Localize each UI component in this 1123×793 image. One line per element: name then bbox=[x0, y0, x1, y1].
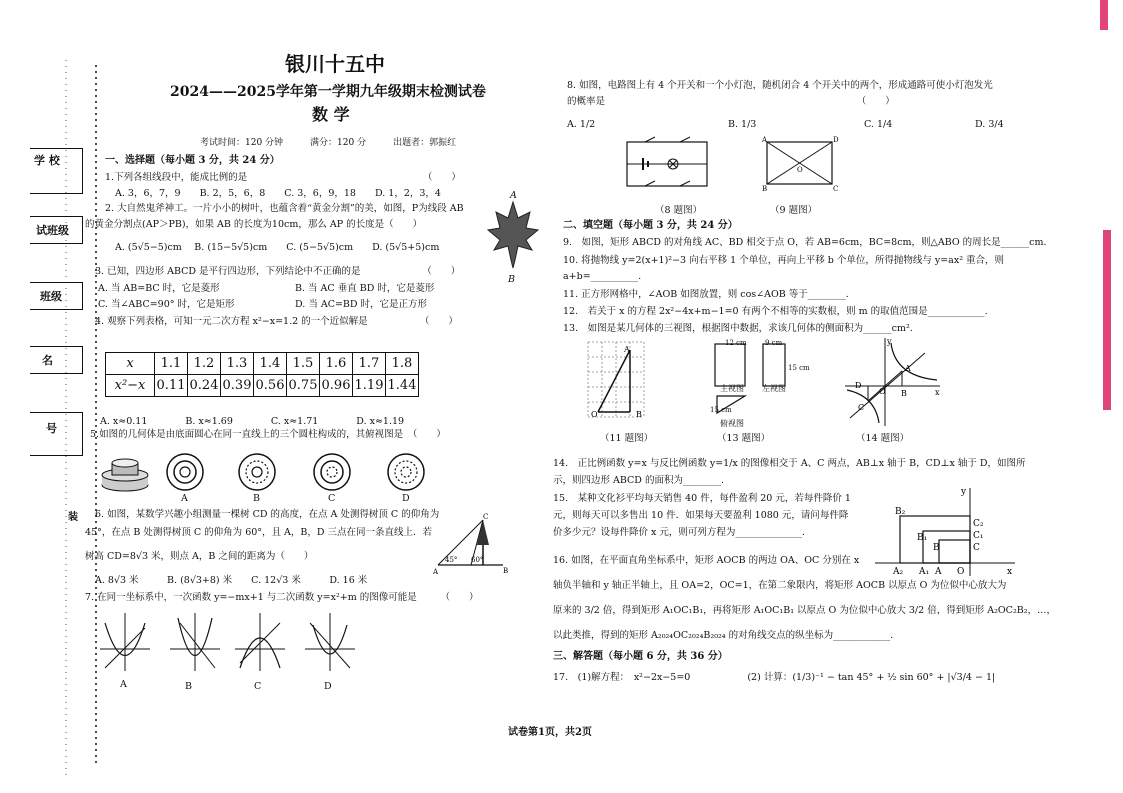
question-3-d: D. 当 AC=BD 时，它是正方形 bbox=[295, 299, 428, 310]
question-3-b: B. 当 AC 垂直 BD 时，它是菱形 bbox=[295, 283, 435, 294]
grid-angle-figure bbox=[588, 342, 658, 422]
leaf-label-a: A bbox=[510, 190, 517, 201]
question-16-line1: 16. 如图，在平面直角坐标系中，矩形 AOCB 的两边 OA、OC 分别在 x bbox=[553, 555, 860, 566]
svg-text:C: C bbox=[858, 403, 865, 412]
exam-info: 考试时间：120 分钟 满分：120 分 出题者：郭振红 bbox=[200, 138, 457, 148]
svg-text:B₂: B₂ bbox=[895, 507, 906, 517]
svg-text:B: B bbox=[503, 567, 509, 575]
question-10-line2: a+b=__________. bbox=[563, 271, 642, 282]
table-cell: 1.2 bbox=[188, 353, 221, 375]
graph-label-b: B bbox=[185, 681, 192, 692]
view-main-label: 主视图 bbox=[720, 384, 744, 393]
svg-text:C: C bbox=[973, 543, 980, 553]
rectangle-diagonals-figure bbox=[762, 137, 842, 192]
cylinder-figure bbox=[100, 455, 150, 495]
question-4: 4. 观察下列表格，可知一元二次方程 x²−x=1.2 的一个近似解是 （ ） bbox=[95, 316, 458, 327]
svg-text:B: B bbox=[901, 389, 907, 398]
svg-text:D: D bbox=[855, 381, 862, 390]
section-fill: 二、填空题（每小题 3 分，共 24 分） bbox=[563, 220, 738, 231]
school-title: 银川十五中 bbox=[285, 52, 385, 76]
table-cell: 1.3 bbox=[221, 353, 254, 375]
question-15-line3: 价多少元？设每件降价 x 元，则可列方程为______________. bbox=[553, 527, 805, 538]
question-8-option-b: B. 1/3 bbox=[728, 119, 757, 130]
question-1: 1.下列各组线段中，能成比例的是 （ ） bbox=[105, 172, 461, 183]
svg-text:A: A bbox=[905, 364, 911, 373]
svg-text:A₂: A₂ bbox=[893, 567, 904, 577]
table-cell: 1.44 bbox=[386, 375, 419, 397]
svg-text:B: B bbox=[636, 410, 642, 419]
table-cell: 0.11 bbox=[155, 375, 188, 397]
graph-label-c: C bbox=[254, 681, 262, 692]
question-4-options: A. x≈0.11 B. x≈1.69 C. x≈1.71 D. x≈1.19 bbox=[100, 416, 405, 427]
question-10-line1: 10. 将抛物线 y=2(x+1)²−3 向右平移 1 个单位，再向上平移 b 个单位，所得抛物线与 y=ax² 重合，则 bbox=[563, 255, 1005, 266]
fig-13-caption: （13 题图） bbox=[717, 433, 771, 444]
graph-option-b bbox=[170, 613, 220, 673]
svg-text:C: C bbox=[833, 185, 839, 193]
table-cell: 0.56 bbox=[254, 375, 287, 397]
scan-red-mark bbox=[1103, 230, 1111, 410]
table-cell: 0.39 bbox=[221, 375, 254, 397]
tree-angle-figure bbox=[433, 515, 513, 575]
svg-text:45°: 45° bbox=[445, 556, 458, 564]
svg-text:A₁: A₁ bbox=[919, 567, 930, 577]
top-view-option-b bbox=[237, 452, 277, 492]
svg-text:A: A bbox=[433, 568, 439, 576]
svg-text:A: A bbox=[624, 345, 630, 354]
question-5: 5.如图的几何体是由底面圆心在同一直线上的三个圆柱构成的，其俯视图是 （ ） bbox=[90, 429, 446, 440]
table-cell: 1.1 bbox=[155, 353, 188, 375]
question-6-options: A. 8√3 米 B. (8√3+8) 米 C. 12√3 米 D. 16 米 bbox=[95, 575, 368, 586]
svg-text:A: A bbox=[762, 136, 768, 144]
binding-char: 装 bbox=[68, 512, 78, 523]
sidebar-field-name bbox=[30, 346, 83, 374]
svg-text:x: x bbox=[935, 388, 940, 397]
question-8-line1: 8. 如图，电路图上有 4 个开关和一个小灯泡，随机闭合 4 个开关中的两个，形成通路可使小灯泡发光 bbox=[567, 80, 993, 91]
svg-text:B: B bbox=[762, 185, 768, 193]
table-cell: 1.19 bbox=[353, 375, 386, 397]
question-3-a: A. 当 AB=BC 时，它是菱形 bbox=[98, 283, 220, 294]
graph-option-d bbox=[305, 613, 355, 673]
question-2-line1: 2. 大自然鬼斧神工。一片小小的树叶，也蕴含着“黄金分割”的美，如图，P为线段 AB bbox=[105, 203, 464, 214]
question-15-line2: 元，则每天可以多售出 10 件．如果每天要盈利 1080 元，请问每件降 bbox=[553, 510, 849, 521]
option-label-a: A bbox=[181, 493, 188, 504]
question-9: 9. 如图，矩形 ABCD 的对角线 AC、BD 相交于点 O，若 AB=6cm，BC=8cm，则△ABO 的周长是______cm. bbox=[563, 237, 1047, 248]
sidebar-label-class2: 班级 bbox=[40, 290, 62, 303]
value-table bbox=[105, 352, 419, 397]
page-footer: 试卷第1页，共2页 bbox=[508, 727, 592, 738]
sidebar-label-class1: 试班级 bbox=[36, 224, 69, 237]
svg-text:C₂: C₂ bbox=[973, 519, 984, 529]
dim-15cm: 15 cm bbox=[788, 364, 810, 372]
svg-text:A: A bbox=[935, 567, 942, 577]
question-14-line1: 14. 正比例函数 y=x 与反比例函数 y=1/x 的图像相交于 A、C 两点，AB⊥x 轴于 B，CD⊥x 轴于 D，如图所 bbox=[553, 458, 1026, 469]
option-label-c: C bbox=[328, 493, 336, 504]
similar-rectangles-figure bbox=[875, 488, 1015, 578]
sidebar-label-number: 号 bbox=[46, 422, 57, 435]
graph-option-c bbox=[235, 613, 285, 673]
hyperbola-figure bbox=[845, 338, 945, 428]
question-12: 12. 若关于 x 的方程 2x²−4x+m−1=0 有两个不相等的实数根，则 m 的取值范围是____________. bbox=[563, 306, 988, 317]
subject-title: 数 学 bbox=[312, 105, 350, 124]
table-cell: 0.24 bbox=[188, 375, 221, 397]
question-13: 13. 如图是某几何体的三视图，根据图中数据，求该几何体的侧面积为______cm². bbox=[563, 323, 913, 334]
svg-text:O: O bbox=[591, 410, 598, 419]
section-solve: 三、解答题（每小题 6 分，共 36 分） bbox=[553, 651, 728, 662]
question-8-option-c: C. 1/4 bbox=[864, 119, 893, 130]
question-8-option-a: A. 1/2 bbox=[567, 119, 596, 130]
svg-text:y: y bbox=[887, 337, 892, 346]
question-15-line1: 15. 某种文化衫平均每天销售 40 件，每件盈利 20 元，若每件降价 1 bbox=[553, 493, 851, 504]
sidebar-label-school: 学 校 bbox=[34, 154, 60, 167]
top-view-option-d bbox=[386, 452, 426, 492]
fig-11-caption: （11 题图） bbox=[600, 433, 654, 444]
option-label-b: B bbox=[253, 493, 260, 504]
scan-red-mark-top bbox=[1100, 0, 1108, 30]
leaf-label-b: B bbox=[508, 274, 515, 285]
question-8-option-d: D. 3/4 bbox=[975, 119, 1004, 130]
svg-text:C: C bbox=[483, 513, 489, 521]
svg-text:O: O bbox=[879, 387, 886, 396]
dim-15cm-top: 15 cm bbox=[710, 406, 732, 414]
question-3-c: C. 当∠ABC=90° 时，它是矩形 bbox=[98, 299, 235, 310]
svg-text:O: O bbox=[797, 166, 803, 174]
question-17: 17. (1)解方程： x²−2x−5=0 (2) 计算：(1/3)⁻¹ − tan 45° + ½ sin 60° + |√3/4 − 1| bbox=[553, 672, 996, 683]
fig-14-caption: （14 题图） bbox=[856, 433, 910, 444]
question-11: 11. 正方形网格中，∠AOB 如图放置，则 cos∠AOB 等于________. bbox=[563, 289, 849, 300]
svg-text:O: O bbox=[957, 567, 965, 577]
question-2-options: A. (5√5−5)cm B. (15−5√5)cm C. (5−5√5)cm D. (5√5+5)cm bbox=[115, 242, 440, 253]
table-cell: 0.96 bbox=[320, 375, 353, 397]
svg-text:x: x bbox=[1007, 567, 1013, 577]
graph-label-d: D bbox=[324, 681, 332, 692]
table-cell: 1.4 bbox=[254, 353, 287, 375]
maple-leaf-icon bbox=[488, 200, 538, 270]
fig-8-caption: （8 题图） bbox=[655, 205, 703, 216]
dim-12cm: 12 cm bbox=[725, 339, 747, 347]
table-cell: x bbox=[106, 353, 155, 375]
svg-text:B₁: B₁ bbox=[917, 533, 928, 543]
question-6-line2: 45°，在点 B 处测得树顶 C 的仰角为 60°，且 A，B，D 三点在同一条直线上．若 bbox=[85, 527, 433, 538]
table-cell: 1.5 bbox=[287, 353, 320, 375]
table-cell: 1.8 bbox=[386, 353, 419, 375]
svg-text:D: D bbox=[833, 136, 839, 144]
svg-text:C₁: C₁ bbox=[973, 531, 984, 541]
question-8-line2: 的概率是 （ ） bbox=[567, 96, 895, 107]
question-1-options: A. 3，6，7，9 B. 2，5，6，8 C. 3，6，9，18 D. 1，2，3，4 bbox=[115, 188, 441, 199]
top-view-option-c bbox=[312, 452, 352, 492]
question-16-line4: 以此类推，得到的矩形 A₂₀₂₄OC₂₀₂₄B₂₀₂₄ 的对角线交点的纵坐标为____________. bbox=[553, 630, 894, 641]
sidebar-label-name: 名 bbox=[42, 354, 53, 367]
graph-option-a bbox=[100, 613, 150, 673]
circuit-diagram bbox=[625, 140, 715, 190]
svg-text:B: B bbox=[933, 543, 940, 553]
top-view-option-a bbox=[165, 452, 205, 492]
table-cell: x²−x bbox=[106, 375, 155, 397]
table-cell: 1.7 bbox=[353, 353, 386, 375]
question-16-line3: 原来的 3/2 倍，得到矩形 A₁OC₁B₁，再将矩形 A₁OC₁B₁ 以原点 O 为位似中心放大 3/2 倍，得到矩形 A₂OC₂B₂，…， bbox=[553, 605, 1057, 616]
question-2-line2: 的黄金分割点(AP＞PB)，如果 AB 的长度为10cm，那么 AP 的长度是（ ） bbox=[85, 219, 423, 230]
svg-text:60°: 60° bbox=[471, 556, 484, 564]
exam-title: 2024——2025学年第一学期九年级期末检测试卷 bbox=[170, 84, 486, 100]
table-cell: 1.6 bbox=[320, 353, 353, 375]
question-14-line2: 示，则四边形 ABCD 的面积为________. bbox=[553, 475, 724, 486]
question-6-line1: 6. 如图，某数学兴趣小组测量一棵树 CD 的高度，在点 A 处测得树顶 C 的仰角为 bbox=[95, 509, 440, 520]
svg-text:y: y bbox=[961, 487, 967, 497]
view-top-label: 俯视图 bbox=[720, 419, 744, 428]
table-cell: 0.75 bbox=[287, 375, 320, 397]
section-choice: 一、选择题（每小题 3 分，共 24 分） bbox=[105, 155, 280, 166]
question-16-line2: 轴负半轴和 y 轴正半轴上，且 OA=2，OC=1，在第二象限内，将矩形 AOCB 以原点 O 为位似中心放大为 bbox=[553, 580, 1007, 591]
question-6-line3: 树高 CD=8√3 米，则点 A，B 之间的距离为（ ） bbox=[85, 551, 314, 562]
question-7: 7. 在同一坐标系中，一次函数 y=−mx+1 与二次函数 y=x²+m 的图像可能是 （ ） bbox=[85, 592, 479, 603]
option-label-d: D bbox=[402, 493, 410, 504]
question-3: 3. 已知，四边形 ABCD 是平行四边形，下列结论中不正确的是 （ ） bbox=[95, 266, 461, 277]
view-left-label: 左视图 bbox=[762, 384, 786, 393]
dim-9cm: 9 cm bbox=[765, 339, 783, 347]
fig-9-caption: （9 题图） bbox=[770, 205, 818, 216]
graph-label-a: A bbox=[120, 679, 127, 690]
